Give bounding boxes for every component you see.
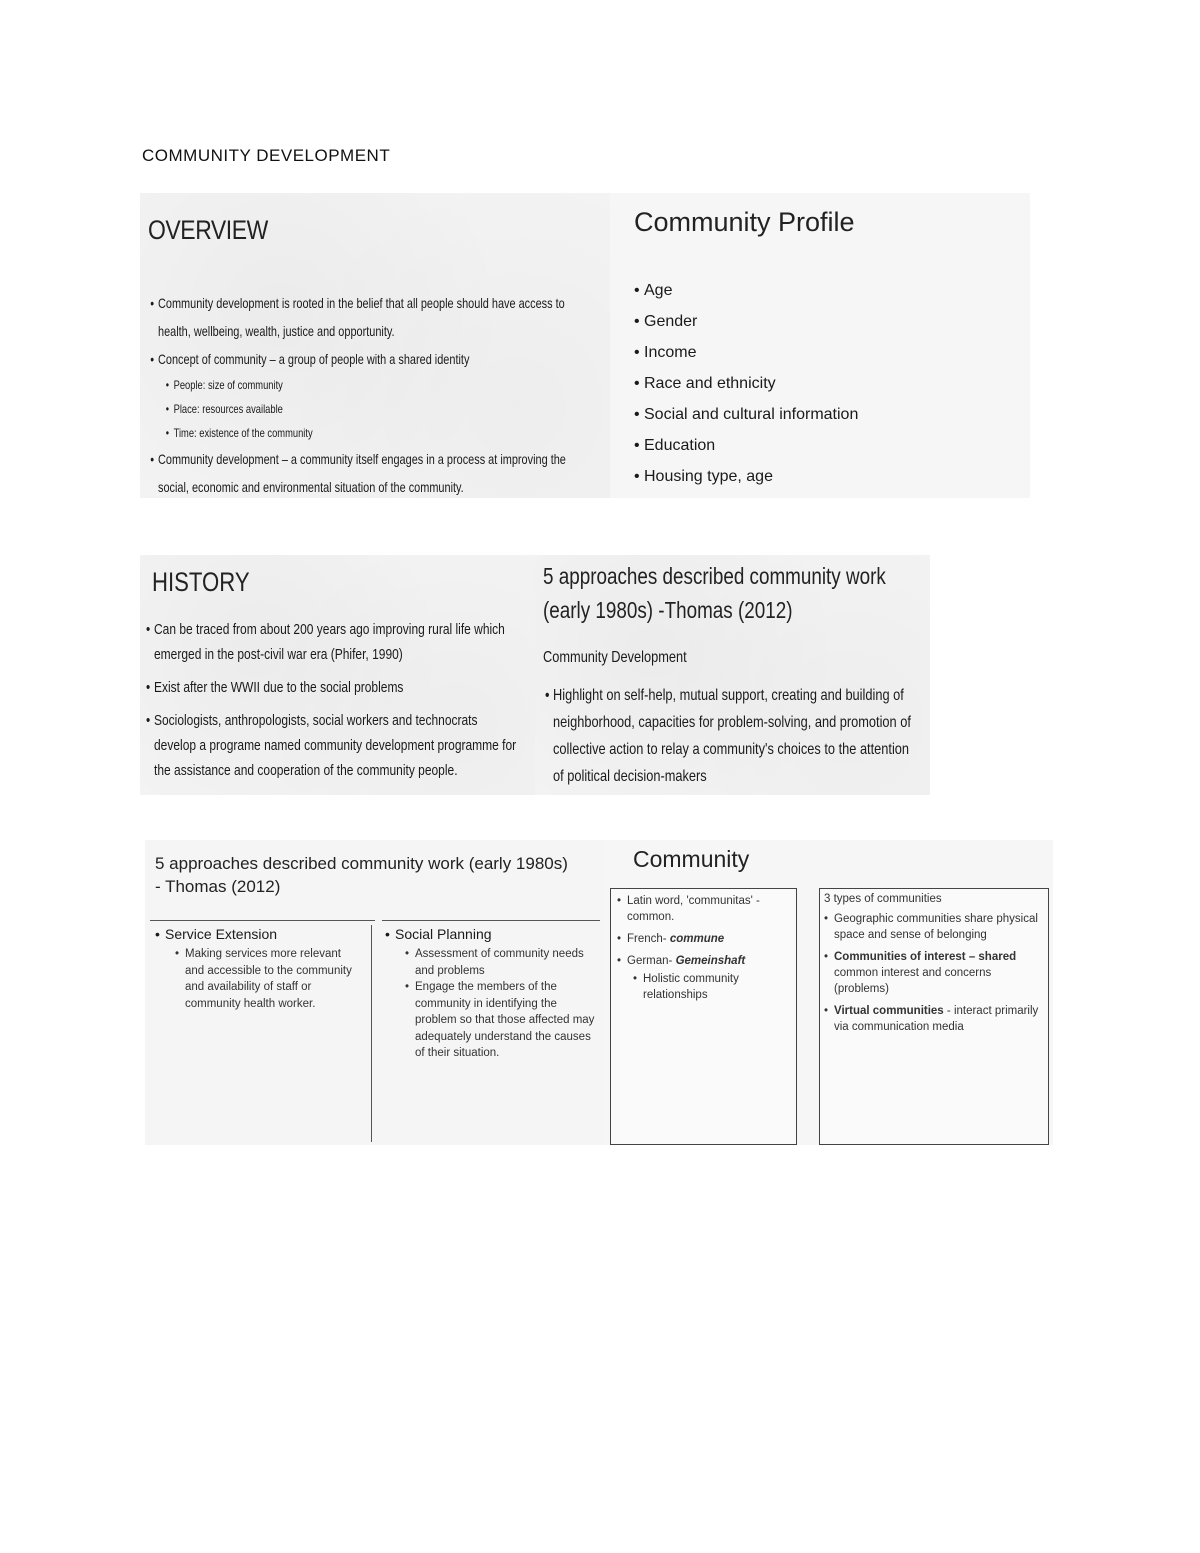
divider-line <box>382 920 600 921</box>
profile-item: • Housing type, age <box>644 461 858 492</box>
etymology-term: commune <box>669 933 725 945</box>
divider-line <box>150 920 375 921</box>
approaches-heading-top: 5 approaches described community work (early 1980s) -Thomas (2012) <box>543 563 886 623</box>
approaches-top-list <box>553 682 913 790</box>
approaches-heading-bottom: 5 approaches described community work (early 1980s) - Thomas (2012) <box>155 854 568 896</box>
history-slide <box>140 555 535 795</box>
document-title: COMMUNITY DEVELOPMENT <box>142 146 391 165</box>
social-planning-column <box>385 926 600 1062</box>
profile-item: • Education <box>644 430 858 461</box>
etymology-item: • Latin word, 'communitas' - common. <box>627 893 796 925</box>
overview-list <box>158 289 571 501</box>
community-type-rest: common interest and concerns (problems) <box>834 967 992 995</box>
service-extension-title: • Service Extension <box>155 926 360 942</box>
overview-sub-bullet: • Place: resources available <box>174 397 572 421</box>
profile-item: • Income <box>644 337 858 368</box>
history-item: • Exist after the WWII due to the social problems <box>154 675 522 700</box>
social-planning-item: • Engage the members of the community in identifying the problem so that those affected may adequately understand the causes of their situation. <box>415 979 600 1062</box>
profile-item: • Social and cultural information <box>644 399 858 430</box>
service-extension-item: • Making services more relevant and accessible to the community and availability of staff or community health worker. <box>185 946 360 1012</box>
social-planning-list <box>415 946 600 1062</box>
etymology-item <box>627 953 796 1003</box>
overview-bullet <box>158 345 571 445</box>
divider-line <box>371 925 372 1142</box>
overview-sub-bullet: • People: size of community <box>174 373 572 397</box>
overview-slide <box>140 193 610 498</box>
community-type-rest: - interact primarily via communication media <box>834 1005 1039 1033</box>
community-slide <box>605 840 1053 1145</box>
social-planning-title: • Social Planning <box>385 926 600 942</box>
community-profile-list <box>644 275 858 492</box>
etymology-prefix: German- <box>627 955 676 967</box>
history-list <box>154 617 522 791</box>
community-profile-slide <box>610 193 1030 498</box>
community-type-item: • Geographic communities share physical space and sense of belonging <box>834 911 1048 943</box>
overview-sub-bullet: • Time: existence of the community <box>174 421 572 445</box>
community-type-bold: Virtual communities <box>834 1005 944 1017</box>
community-heading: Community <box>633 846 750 872</box>
etymology-term: Gemeinshaft <box>675 955 746 967</box>
etymology-prefix: French- <box>627 933 670 945</box>
community-types-box <box>819 888 1049 1145</box>
etymology-item <box>627 931 796 947</box>
approaches-top-bullet: • Highlight on self-help, mutual support, creating and building of neighborhood, capacities for problem-solving, and promotion of collective action to relay a community's choices to the attention of political decision-makers <box>553 682 913 790</box>
profile-item: • Race and ethnicity <box>644 368 858 399</box>
social-planning-item: • Assessment of community needs and problems <box>415 946 600 979</box>
service-extension-list <box>185 946 360 1012</box>
profile-item: • Gender <box>644 306 858 337</box>
etymology-sub-item: • Holistic community relationships <box>643 971 796 1003</box>
community-type-item <box>834 949 1048 997</box>
community-types-list <box>834 911 1048 1035</box>
overview-heading: OVERVIEW <box>148 215 268 245</box>
community-type-item <box>834 1003 1048 1035</box>
profile-item: • Age <box>644 275 858 306</box>
community-types-title: 3 types of communities <box>824 893 942 905</box>
service-extension-column <box>155 926 360 1012</box>
community-profile-heading: Community Profile <box>634 207 855 237</box>
history-item: • Can be traced from about 200 years ago improving rural life which emerged in the post-civil war era (Phifer, 1990) <box>154 617 522 667</box>
etymology-list <box>627 893 796 1003</box>
approaches-slide-bottom <box>145 840 605 1145</box>
approaches-slide-top <box>535 555 930 795</box>
etymology-sublist <box>643 971 796 1003</box>
overview-bullet: • Community development – a community itself engages in a process at improving the social, economic and environmental situation of the community. <box>158 445 571 501</box>
history-item: • Sociologists, anthropologists, social workers and technocrats develop a programe named community development programme for the assistance and cooperation of the community people. <box>154 708 522 783</box>
overview-bullet: • Community development is rooted in the belief that all people should have access to health, wellbeing, wealth, justice and opportunity. <box>158 289 571 345</box>
approaches-subheading: Community Development <box>543 649 687 666</box>
history-heading: HISTORY <box>152 567 250 597</box>
overview-sublist <box>174 373 572 445</box>
community-type-bold: Communities of interest – shared <box>834 951 1017 963</box>
overview-bullet-text: Concept of community – a group of people with a shared identity <box>158 351 470 367</box>
etymology-box <box>610 888 797 1145</box>
